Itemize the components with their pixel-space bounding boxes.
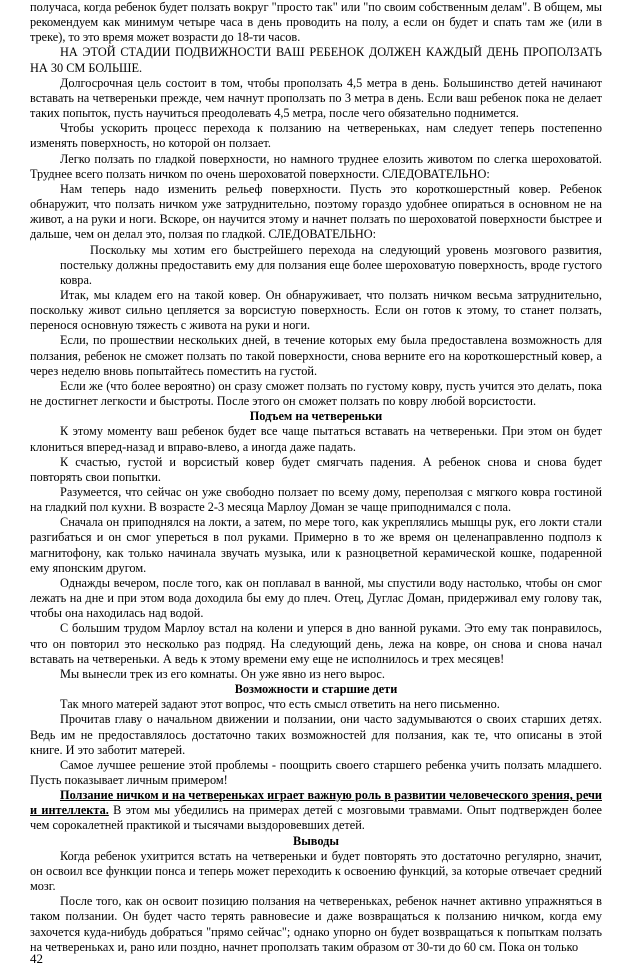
paragraph: Разумеется, что сейчас он уже свободно ползает по всему дому, переползая с мягкого ковра гостиной на гладкий пол кухни. В возрасте 2-3 месяца Марлоу Доман зе чаще приподнимался с пола.: [30, 485, 602, 515]
paragraph-caps: НА ЭТОЙ СТАДИИ ПОДВИЖНОСТИ ВАШ РЕБЕНОК ДОЛЖЕН КАЖДЫЙ ДЕНЬ ПРОПОЛЗАТЬ НА 30 СМ БОЛЬШЕ.: [30, 45, 602, 75]
paragraph-text: В этом мы убедились на примерах детей с мозговыми травмами. Опыт подтвержден более чем сорокалетней практикой и тысячами выздоровевших детей.: [30, 803, 602, 833]
paragraph: Самое лучшее решение этой проблемы - поощрить своего старшего ребенка учить ползать младшего. Пусть показывает личным примером!: [30, 757, 602, 787]
paragraph: Мы вынесли трек из его комнаты. Он уже явно из него вырос.: [60, 666, 385, 681]
paragraph: Итак, мы кладем его на такой ковер. Он обнаруживает, что ползать ничком весьма затруднительно, поскольку живот сильно цепляется за ворсистую поверхность. Если он готов к этому, то станет ползать, перенося основную тяжесть с живота на руки и ноги.: [30, 287, 602, 333]
paragraph: [30, 788, 602, 833]
paragraph: После того, как он освоит позицию ползания на четвереньках, ребенок начнет активно упражняться в таком ползании. Он будет часто терять равновесие и даже возвращаться к ползанию ничком, когда ему захочется куда-нибудь добраться "прямо сейчас"; однако упорно он будет возвращаться к попыткам ползать на четвереньках и, рано или поздно, начнет проползать таким образом от 30-ти до 60 см. Пока он только: [30, 894, 602, 954]
paragraph: Так много матерей задают этот вопрос, что есть смысл ответить на него письменно.: [60, 697, 500, 712]
paragraph: К счастью, густой и ворсистый ковер будет смягчать падения. А ребенок снова и снова будет повторять свои попытки.: [30, 454, 602, 484]
paragraph: Поскольку мы хотим его быстрейшего перехода на следующий уровень мозгового развития, постельку должны предоставить ему для ползания еще более шероховатую поверхность, вроде густого ковра.: [60, 242, 602, 287]
paragraph: Легко ползать по гладкой поверхности, но намного труднее елозить животом по слегка шероховатой. Труднее всего ползать ничком по очень шероховатой поверхности. СЛЕДОВАТЕЛЬНО:: [30, 151, 602, 181]
paragraph: К этому моменту ваш ребенок будет все чаще пытаться вставать на четвереньки. При этом он будет клониться вперед-назад и вправо-влево, а иногда даже падать.: [30, 424, 602, 454]
page-number: 42: [30, 951, 43, 966]
paragraph: Если же (что более вероятно) он сразу сможет ползать по густому ковру, пусть учится это делать, пока не достигнет легкости и быстроты. После этого он сможет ползать по ковру любой ворсистости.: [30, 378, 602, 409]
paragraph: Прочитав главу о начальном движении и ползании, они часто задумываются о своих старших детях. Ведь им не предоставлялось достаточно таких возможностей для ползания, как те, что описаны в этой книге. И это заботит матерей.: [30, 712, 602, 757]
emphasis-text: Ползание ничком и на четвереньках играет важную роль в развитии человеческого зрения, речи и интеллекта.: [30, 788, 602, 818]
section-heading: Возможности и старшие дети: [234, 682, 398, 697]
paragraph: Нам теперь надо изменить рельеф поверхности. Пусть это короткошерстный ковер. Ребенок обнаружит, что ползать ничком уже затруднительно, поэтому гораздо удобнее опираться в основном не на живот, а на руки и ноги. Вскоре, он научится этому и начнет ползать по шероховатой поверхности быстрее и дальше, чем он делал это, ползая по гладкой. СЛЕДОВАТЕЛЬНО:: [30, 181, 602, 242]
paragraph: Когда ребенок ухитрится встать на четвереньки и будет повторять это достаточно регулярно, значит, он освоил все функции понса и теперь может переходить к освоению функций, за которые отвечает средний мозг.: [30, 848, 602, 894]
page-body: [30, 0, 602, 955]
paragraph: Чтобы ускорить процесс перехода к ползанию на четвереньках, нам следует теперь постепенно изменять поверхность, но которой он ползает.: [30, 121, 602, 151]
paragraph: Однажды вечером, после того, как он поплавал в ванной, мы спустили воду настолько, чтобы он смог лежать на дне и при этом вода доходила бы ему до плеч. Отец, Дуглас Доман, придерживал ему голову так, чтобы она находилась над водой.: [30, 575, 602, 621]
paragraph: Долгосрочная цель состоит в том, чтобы проползать 4,5 метра в день. Большинство детей начинают вставать на четвереньки прежде, чем начнут проползать по 3 метра в день. Если ваш ребенок пока не делает таких попыток, пусть научиться преодолевать 4,5 метра, после чего обязательно поднимется.: [30, 75, 602, 121]
paragraph: Если, по прошествии нескольких дней, в течение которых ему была предоставлена возможность для ползания, ребенок не сможет ползать по такой поверхности, снова верните его на короткошерстный ковер, а через неделю вновь попытайтесь поместить на густой.: [30, 333, 602, 378]
paragraph: получаса, когда ребенок будет ползать вокруг "просто так" или "по своим собственным делам". В общем, мы рекомендуем как минимум четыре часа в день проводить на полу, а если он будет и спать там же (или в треке), то это время может возрасти до 18-ти часов.: [30, 0, 602, 45]
paragraph: Сначала он приподнялся на локти, а затем, по мере того, как укреплялись мышцы рук, его локти стали разгибаться и он смог упереться в пол руками. Примерно в то же время он целенаправленно подполз к магнитофону, как только начинала звучать музыка, или к разноцветной керамической кошке, подаренной ему японским другом.: [30, 515, 602, 575]
section-heading: Выводы: [293, 833, 339, 848]
paragraph: С большим трудом Марлоу встал на колени и уперся в дно ванной руками. Это ему так понравилось, что он повторил это несколько раз подряд. На следующий день, лежа на ковре, он снова и снова начал вставать на четвереньки. А ведь к этому времени ему еще не исполнилось и трех месяцев!: [30, 621, 602, 666]
section-heading: Подъем на четвереньки: [249, 409, 383, 424]
